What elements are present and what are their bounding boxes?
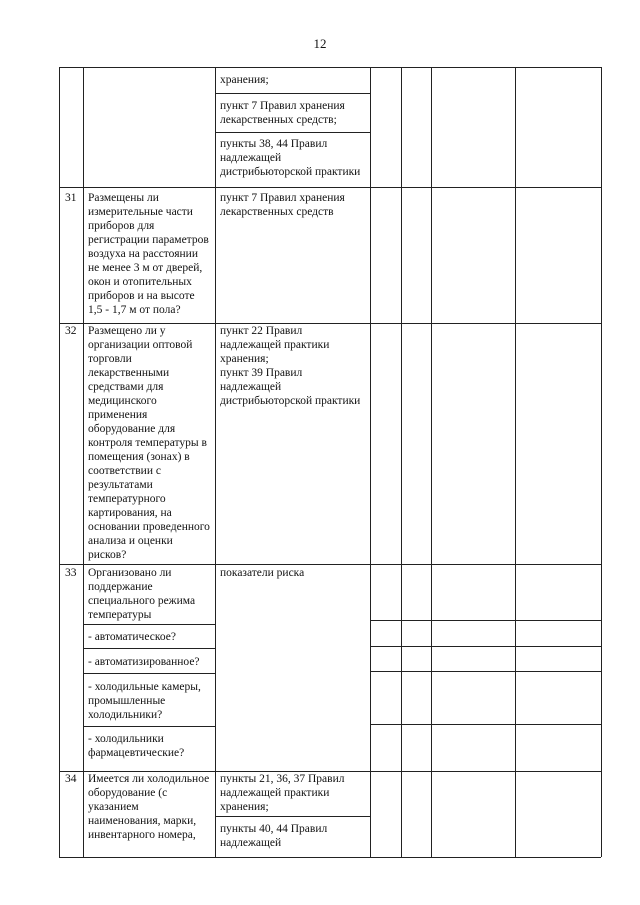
legal-reference: пункты 38, 44 Правил надлежащей дистрибьюторской практики	[220, 138, 361, 178]
sub-row-divider	[83, 726, 215, 727]
sub-row-divider	[83, 648, 215, 649]
row-divider	[59, 564, 601, 565]
table-border-bottom	[59, 857, 601, 858]
ref-divider	[215, 93, 370, 94]
column-divider	[401, 67, 402, 857]
sub-question-text: - автоматизированное?	[88, 656, 200, 668]
ref-divider	[215, 816, 370, 817]
row-number: 32	[65, 325, 77, 337]
column-divider	[370, 67, 371, 857]
row-divider	[59, 187, 601, 188]
legal-reference: пункт 7 Правил хранения лекарственных средств;	[220, 100, 345, 126]
checklist-table	[59, 67, 601, 857]
sub-row-divider	[83, 624, 215, 625]
sub-question-text: - автоматическое?	[88, 631, 176, 643]
table-border-right	[601, 67, 602, 857]
sub-row-divider	[370, 671, 601, 672]
legal-reference: пункт 7 Правил хранения лекарственных средств	[220, 192, 345, 218]
legal-reference: пункты 40, 44 Правил надлежащей	[220, 823, 328, 849]
row-number: 31	[65, 192, 77, 204]
row-number: 34	[65, 773, 77, 785]
row-number: 33	[65, 567, 77, 579]
sub-row-divider	[370, 724, 601, 725]
page-number: 12	[313, 36, 327, 51]
sub-question-text: - холодильные камеры, промышленные холодильники?	[88, 681, 201, 721]
legal-reference: пункт 22 Правил надлежащей практики хранения; пункт 39 Правил надлежащей дистрибьюторской практики	[220, 325, 361, 407]
legal-reference: показатели риска	[220, 567, 305, 579]
question-text: Организовано ли поддержание специального режима температуры	[88, 567, 196, 621]
column-divider	[515, 67, 516, 857]
sub-row-divider	[370, 620, 601, 621]
legal-reference: пункты 21, 36, 37 Правил надлежащей практики хранения;	[220, 773, 345, 813]
table-border-top	[59, 67, 601, 68]
legal-reference: хранения;	[220, 74, 269, 86]
column-divider	[83, 67, 84, 857]
column-divider	[431, 67, 432, 857]
sub-question-text: - холодильники фармацевтические?	[88, 733, 185, 759]
question-text: Размещено ли у организации оптовой торговли лекарственными средствами для медицинского применения оборудование для контроля температуры в помещения (зонах) в соответствии с результатами температурного картирования, на основании проведенного анализа и оценки рисков?	[88, 325, 210, 561]
question-text: Размещены ли измерительные части приборов для регистрации параметров воздуха на расстоянии не менее 3 м от дверей, окон и отопительных приборов и на высоте 1,5 - 1,7 м от пола?	[88, 192, 209, 316]
ref-divider	[215, 132, 370, 133]
table-border-left	[59, 67, 60, 857]
sub-row-divider	[370, 646, 601, 647]
question-text: Имеется ли холодильное оборудование (с указанием наименования, марки, инвентарного номера,	[88, 773, 210, 841]
sub-row-divider	[83, 673, 215, 674]
